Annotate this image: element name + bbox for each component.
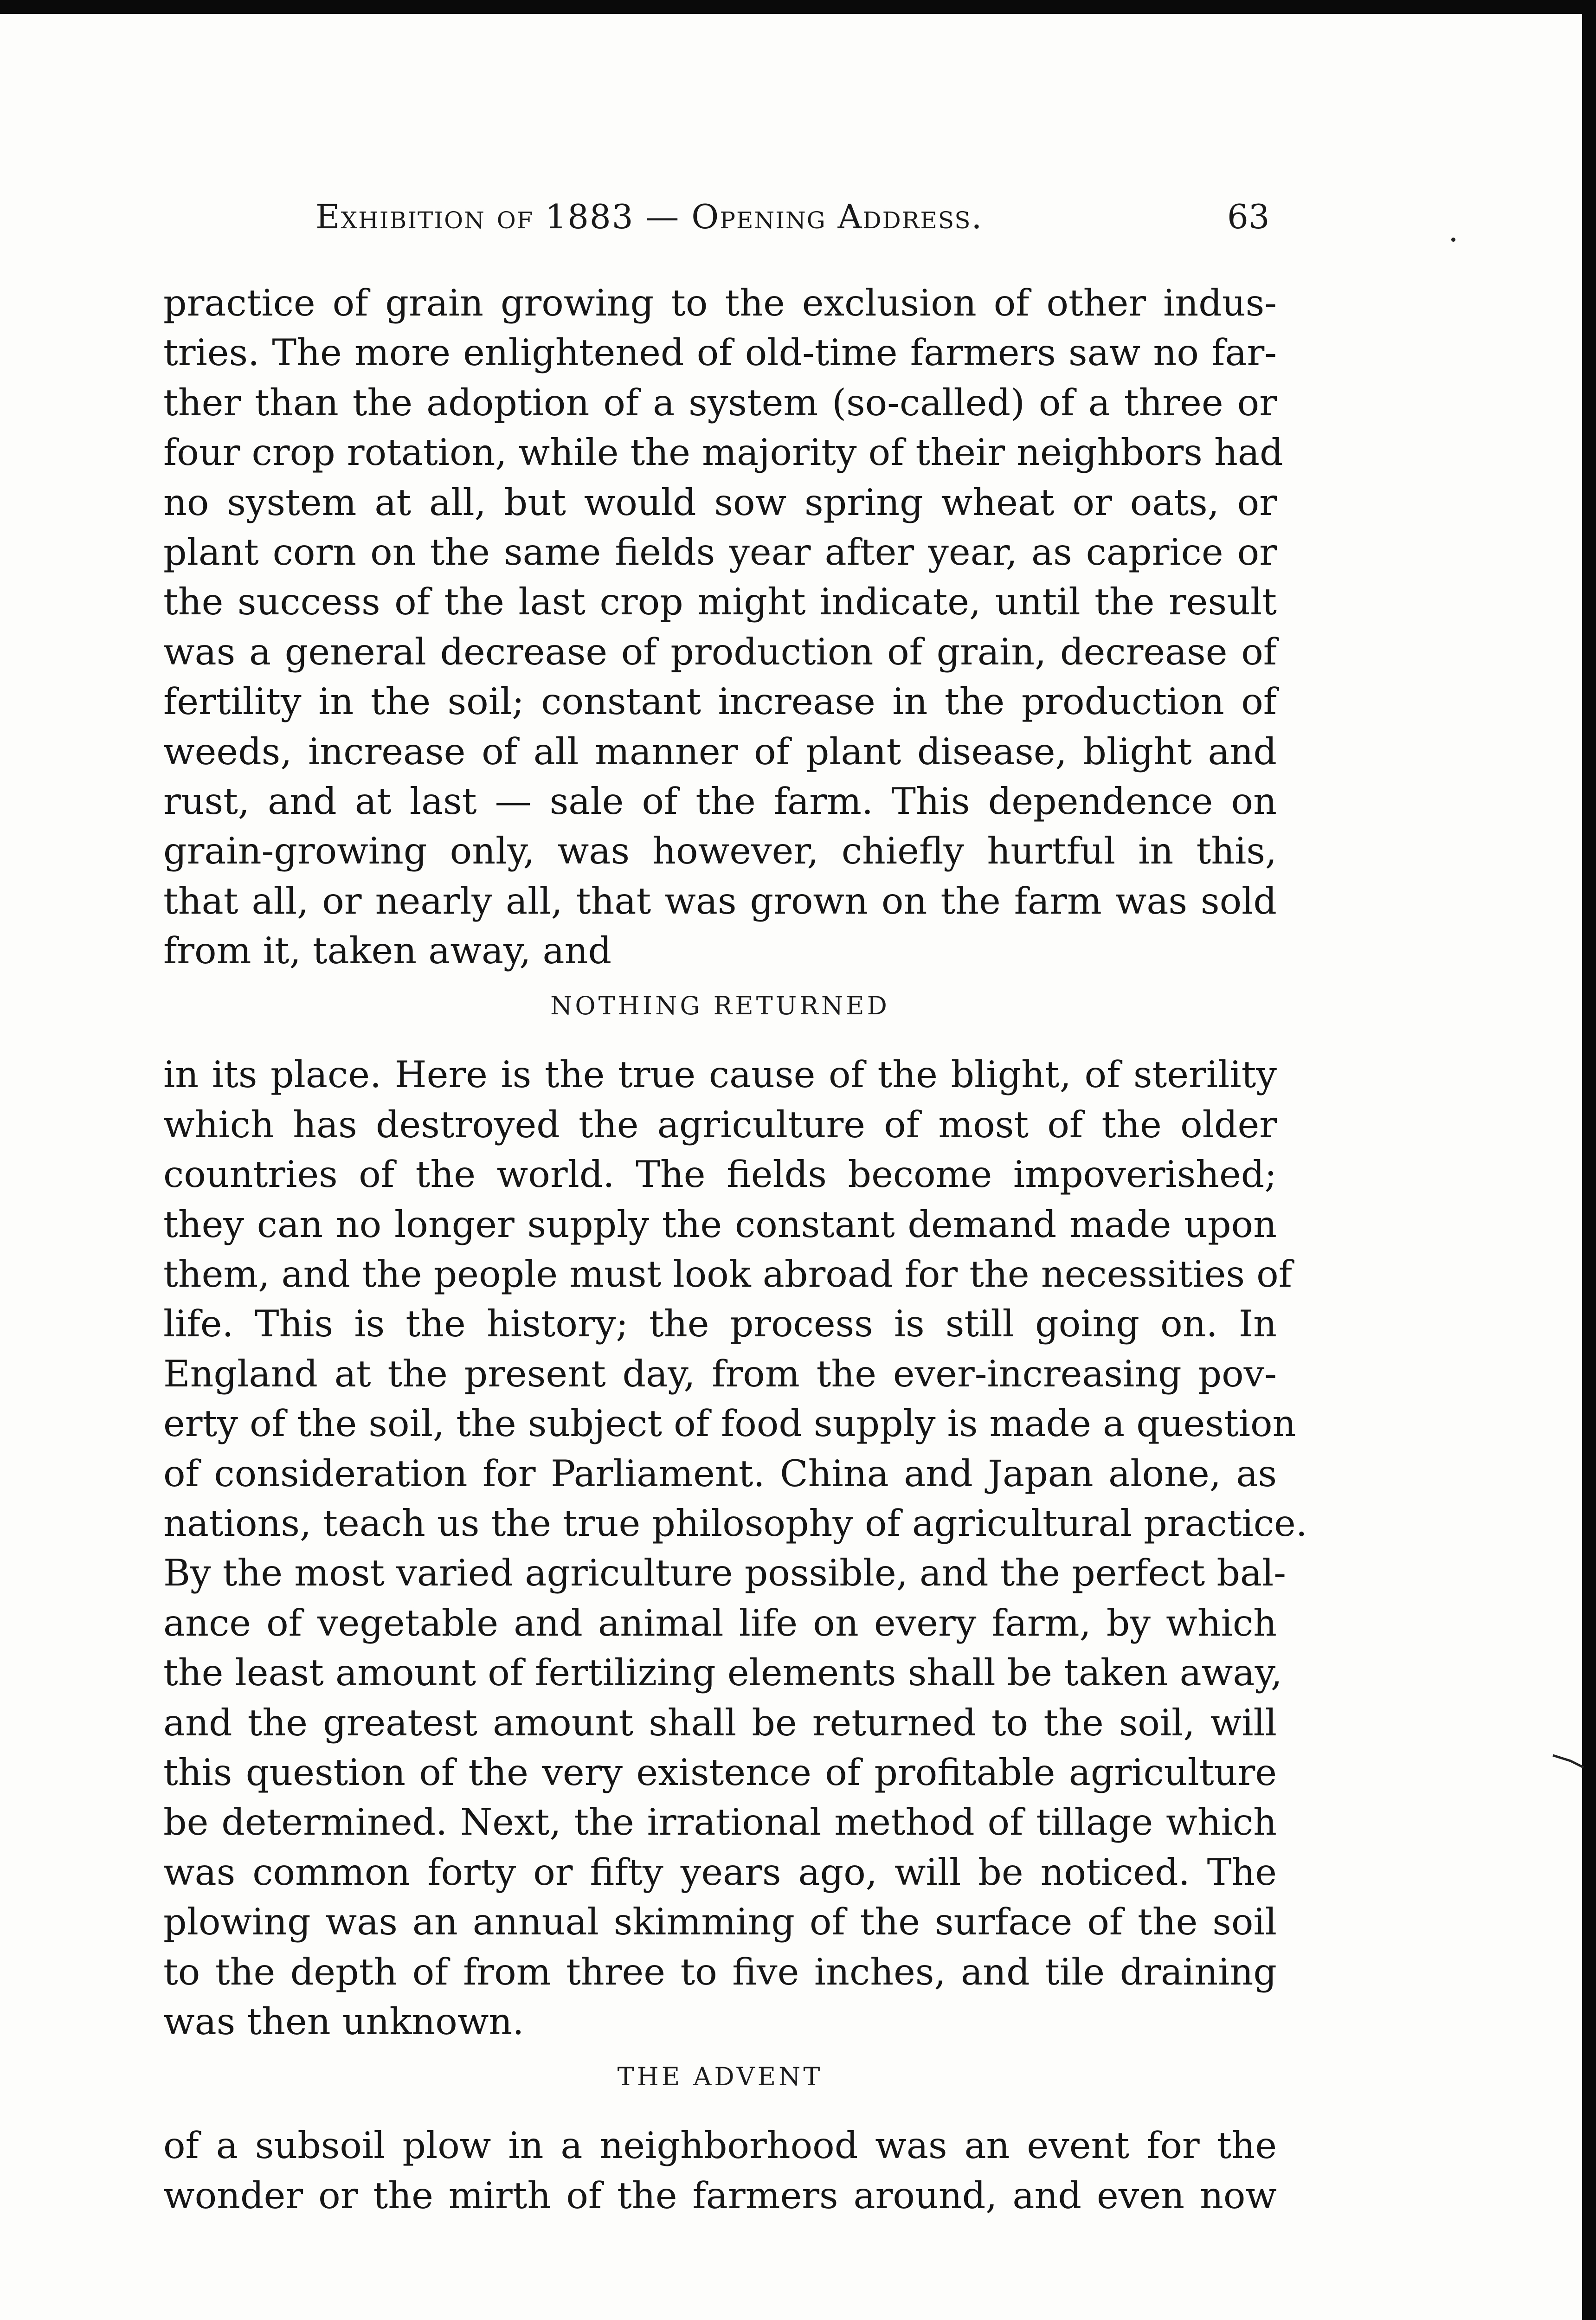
text-line: was then unknown. [163, 2000, 524, 2043]
text-line: nations, teach us the true philosophy of agricultural practice. [163, 1502, 1307, 1545]
margin-mark [1552, 1752, 1584, 1770]
body-text [163, 278, 1307, 2221]
text-line: England at the present day, from the ever-increasing pov- [163, 1352, 1277, 1395]
text-line: tries. The more enlightened of old-time farmers saw no far- [163, 331, 1277, 374]
page-header [162, 197, 1276, 253]
text-line: fertility in the soil; constant increase in the production of [163, 680, 1277, 723]
page-number: 63 [1227, 197, 1270, 236]
paragraph-1 [163, 278, 1283, 976]
text-line: ance of vegetable and animal life on every farm, by which [163, 1601, 1277, 1644]
text-line: which has destroyed the agriculture of most of the older [163, 1103, 1277, 1146]
text-line: was common forty or fifty years ago, will be noticed. The [163, 1850, 1277, 1894]
text-line: four crop rotation, while the majority of their neighbors had [163, 431, 1283, 474]
text-line: weeds, increase of all manner of plant disease, blight and [163, 730, 1277, 773]
text-line: plant corn on the same fields year after year, as caprice or [163, 530, 1277, 574]
text-line: life. This is the history; the process is still going on. In [163, 1302, 1277, 1346]
text-line: they can no longer supply the constant demand made upon [163, 1203, 1277, 1246]
text-line: of consideration for Parliament. China and Japan alone, as [163, 1452, 1277, 1495]
running-head: Exhibition of 1883 — Opening Address. [315, 197, 983, 236]
text-line: of a subsoil plow in a neighborhood was an event for the [163, 2124, 1277, 2167]
text-line: the least amount of fertilizing elements shall be taken away, [163, 1651, 1282, 1695]
text-line: plowing was an annual skimming of the surface of the soil [163, 1901, 1277, 1944]
text-line: to the depth of from three to five inches, and tile draining [163, 1950, 1277, 1993]
text-line: ther than the adoption of a system (so-called) of a three or [163, 381, 1277, 424]
paragraph-2 [163, 1050, 1307, 2047]
text-line: was a general decrease of production of grain, decrease of [163, 630, 1277, 673]
text-line: the success of the last crop might indicate, until the result [163, 580, 1277, 624]
text-line: that all, or nearly all, that was grown on the farm was sold [163, 879, 1277, 922]
text-line: countries of the world. The fields become impoverished; [163, 1153, 1277, 1196]
text-line: wonder or the mirth of the farmers around, and even now [163, 2174, 1277, 2217]
text-line: them, and the people must look abroad for the necessities of [163, 1253, 1292, 1296]
text-line: rust, and at last — sale of the farm. This dependence on [163, 780, 1277, 823]
text-line: this question of the very existence of profitable agriculture [163, 1751, 1277, 1794]
text-line: in its place. Here is the true cause of the blight, of sterility [163, 1053, 1277, 1096]
text-line: practice of grain growing to the exclusion of other indus- [163, 282, 1277, 324]
subheading-nothing-returned: NOTHING RETURNED [550, 991, 890, 1021]
paragraph-3 [163, 2121, 1277, 2221]
subheading-the-advent: THE ADVENT [617, 2062, 823, 2092]
text-line: By the most varied agriculture possible, and the perfect bal- [163, 1552, 1286, 1595]
text-line: grain-growing only, was however, chiefly hurtful in this, [163, 830, 1277, 873]
scan-right-border [1582, 0, 1596, 2320]
text-line: from it, taken away, and [163, 929, 612, 973]
text-line: be determined. Next, the irrational method of tillage which [163, 1801, 1277, 1844]
text-line: no system at all, but would sow spring wheat or oats, or [163, 481, 1277, 524]
scan-top-border [0, 0, 1596, 14]
text-line: erty of the soil, the subject of food supply is made a question [163, 1402, 1296, 1445]
dust-speck [1451, 238, 1455, 242]
text-line: and the greatest amount shall be returned to the soil, will [163, 1701, 1277, 1744]
